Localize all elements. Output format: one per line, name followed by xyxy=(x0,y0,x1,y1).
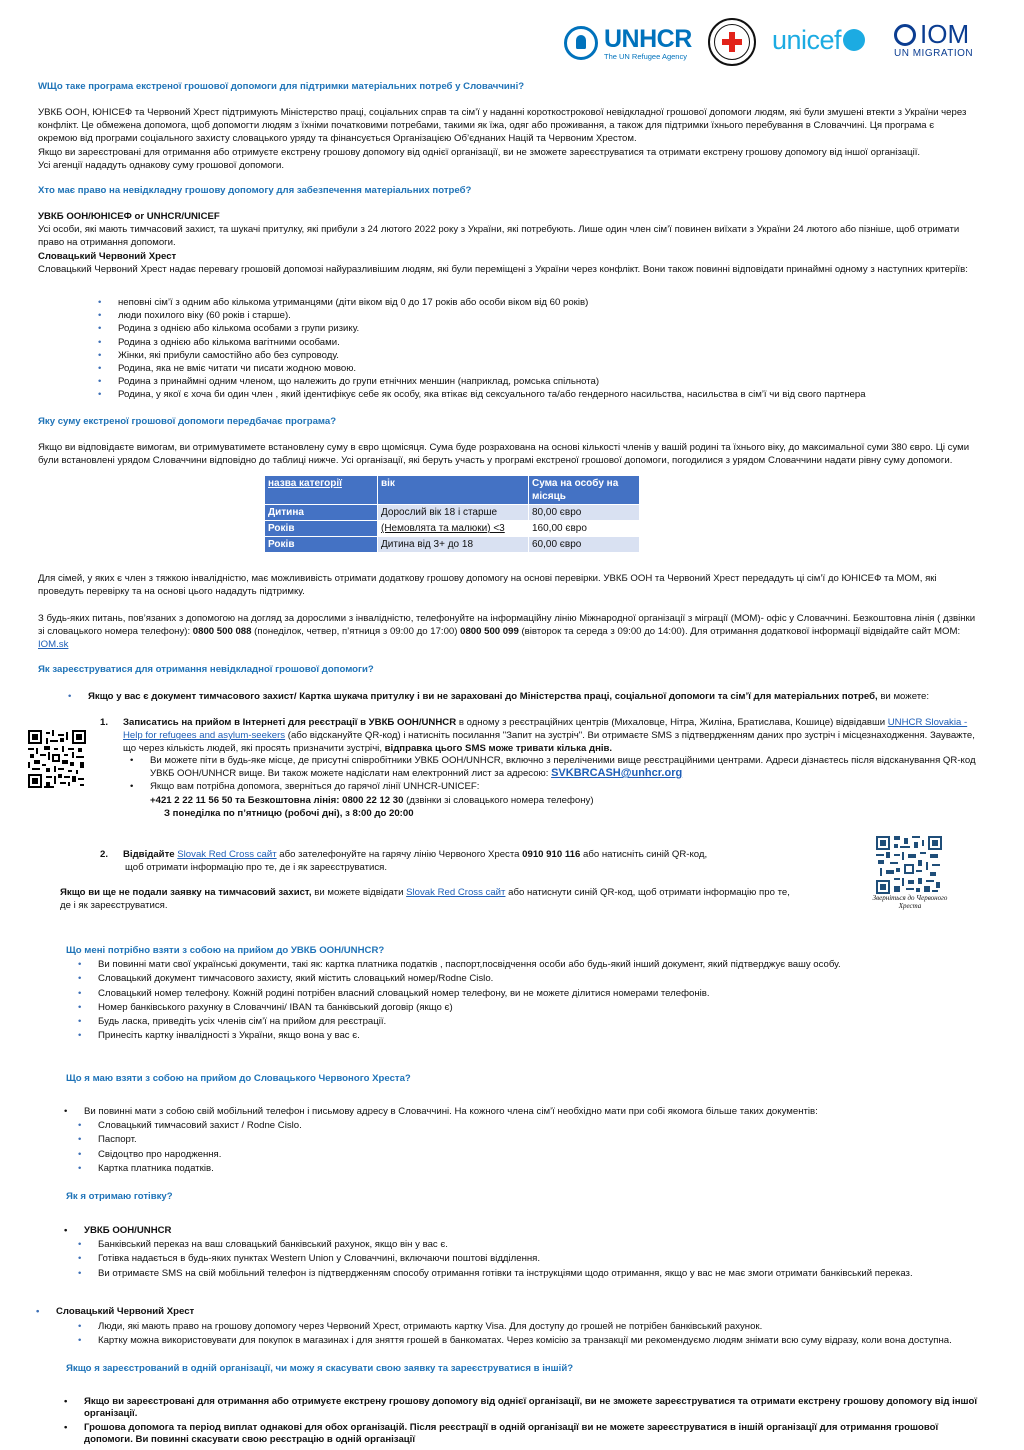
list-item: • Свідоцтво про народження. xyxy=(98,1148,958,1162)
hotline-numbers: +421 2 22 11 56 50 та Безкоштовна лінія: 0800 22 12 30 xyxy=(150,794,404,806)
iom-logo-name: IOM xyxy=(920,19,970,49)
list-item: • Якщо вам потрібна допомога, зверніться до гарячої лінії UNHCR-UNICEF: +421 2 22 11 56 50 та Безкоштовна лінія: 0800 22 12 30 (дзвінки зі словацького номера телефону) З понеділка по п’ятницю (робочі дні), з 8:00 до 20:00 xyxy=(150,780,980,820)
table-cell: Дитина xyxy=(265,505,378,521)
slovak-red-cross-link-2[interactable]: Slovak Red Cross сайт xyxy=(406,887,506,898)
section-eligibility-body xyxy=(38,210,978,276)
table-row xyxy=(265,505,640,521)
list-item: • Словацький тимчасовий захист / Rodne Cislo. xyxy=(98,1119,958,1133)
intro-equal-amount: Усі агенції нададуть однакову суму грошової допомоги. xyxy=(38,159,285,171)
unicef-logo-name: unicef xyxy=(772,25,842,55)
iom-logo xyxy=(894,19,974,62)
unhcr-documents-list xyxy=(98,958,978,1044)
table-cell: Дитина від 3+ до 18 xyxy=(378,537,529,553)
red-cross-hotline[interactable]: 0910 910 116 xyxy=(522,849,581,860)
protection-note: Якщо ви ще не подали заявку на тимчасовий захист, ви можете відвідати Slovak Red Cross сайт або натиснути синій QR-код, щоб отримати інформацію про те, де і як зареєструватися. xyxy=(60,887,790,912)
slovak-red-cross-link[interactable]: Slovak Red Cross сайт xyxy=(177,849,277,860)
hotline-hours: З понеділка по п’ятницю (робочі дні), з 8:00 до 20:00 xyxy=(164,807,414,819)
list-item: • Будь ласка, приведіть усіх членів сім’ї на прийом для реєстрації. xyxy=(98,1015,978,1029)
unicef-logo xyxy=(772,24,865,56)
list-item: • Ви повинні мати свої українські документи, такі як: картка платника податків , паспорт,посвідчення особи або будь-який інший документ, який підтверджує вашу особу. xyxy=(98,958,978,972)
src-documents-list xyxy=(98,1119,958,1176)
qr-code-icon xyxy=(876,836,942,894)
qr-code-icon xyxy=(28,730,86,788)
list-item: • неповні сім’ї з одним або кількома утриманцями (діти віком від 0 до 17 років або особи віком від 60 років) xyxy=(118,296,978,309)
src-lead xyxy=(84,1105,984,1118)
list-item: • люди похилого віку (60 років і старше). xyxy=(118,309,978,322)
table-cell: (Немовлята та малюки) <3 xyxy=(378,521,529,537)
list-item: • Банківський переказ на ваш словацький банківський рахунок, якщо він у вас є. xyxy=(98,1238,978,1252)
section-title-src-bring: Що я маю взяти з собою на прийом до Словацького Червоного Хреста? xyxy=(66,1073,411,1084)
section-title-what-is: WЩо таке програма екстреної грошової допомоги для підтримки матеріальних потреб у Словаччині? xyxy=(38,81,525,92)
table-header-amount: Сума на особу на місяць xyxy=(529,476,640,505)
table-cell: Років xyxy=(265,537,378,553)
unhcr-qr-code[interactable] xyxy=(28,730,86,788)
table-row xyxy=(265,521,640,537)
list-item: • Родина з однією або кількома особами з групи ризику. xyxy=(118,322,978,335)
list-item: • Родина з однією або кількома вагітними особами. xyxy=(118,336,978,349)
section-title-eligibility: Хто має право на невідкладну грошову допомогу для забезпечення матеріальних потреб? xyxy=(38,185,472,196)
list-item: • УВКБ ООН/UNHCR xyxy=(84,1224,384,1237)
list-item: • Жінки, які прибули самостійно або без супроводу. xyxy=(118,349,978,362)
red-cross-qr-caption: Зверніться до Червоного Хреста xyxy=(872,894,948,910)
table-cell: 60,00 євро xyxy=(529,537,640,553)
section-title-switch-org: Якщо я зареєстрований в одній організації, чи можу я скасувати свою заявку та зареєструватися в іншій? xyxy=(66,1363,574,1374)
list-item: • Словацький номер телефону. Кожній родині потрібен власний словацький номер телефону, ви не можете ділитися номерами телефонів. xyxy=(98,987,978,1001)
unhcr-email-link[interactable]: SVKBRCASH@unhcr.org xyxy=(551,767,683,780)
unhcr-logo xyxy=(564,24,694,64)
list-item: • Родина, яка не вміє читати чи писати жодною мовою. xyxy=(118,362,978,375)
list-item: • Родина з принаймні одним членом, що належить до групи етнічних меншин (наприклад, ромська спільнота) xyxy=(118,375,978,388)
table-cell: Років xyxy=(265,521,378,537)
iom-phone-2[interactable]: 0800 500 099 xyxy=(460,626,519,638)
list-item: • Готівка надається в будь-яких пунктах Western Union у Словаччині, включаючи поштові відділення. xyxy=(98,1252,978,1266)
register-condition xyxy=(88,690,968,703)
section-what-is-body xyxy=(38,106,976,172)
table-header-row xyxy=(265,476,640,505)
eligibility-unhcr-heading: УВКБ ООН/ЮНІСЕФ or UNHCR/UNICEF xyxy=(38,211,220,222)
list-item: • Картка платника податків. xyxy=(98,1162,958,1176)
disability-paragraph: Для сімей, у яких є член з тяжкою інвалідністю, має можлививість отримати додаткову грошову допомогу на основі перевірки. УВКБ ООН та Червоний Хрест передадуть ці сім’ї до ЮНІСЕФ та МОМ, які проведуть перевірку та на основі цього нададуть підтримку. xyxy=(38,573,937,598)
table-cell: 80,00 євро xyxy=(529,505,640,521)
eligibility-src-heading: Словацький Червоний Хрест xyxy=(38,250,177,262)
register-step-1-details xyxy=(150,754,980,820)
cash-src-heading xyxy=(56,1305,456,1318)
list-item: • Словацький документ тимчасового захисту, який містить словацький номер/Rodne Cislo. xyxy=(98,972,978,986)
list-item: • Родина, у якої є хоча би один член , який ідентифікує себе як особу, яка втікає від сексуального та/або гендерного насильства, насильства в сім’ї чи від свого партнера xyxy=(118,388,978,401)
unhcr-slovakia-link[interactable]: UNHCR Slovakia - Help for refugees and asylum-seekers xyxy=(123,717,968,742)
intro-note: Якщо ви зареєстровані для отримання або отримуєте екстрену грошову допомогу від однієї організації, ви не зможете зареєструватися та отримати екстрену грошову допомогу від іншої організації. xyxy=(38,146,921,158)
table-row xyxy=(265,537,640,553)
register-step-1: 1. Записатись на прийом в Інтернеті для реєстрації в УВКБ ООН/UNHCR в одному з реєстраційних центрів (Михаловце, Нітра, Жиліна, Братислава, Кошице) відвідавши UNHCR Slovakia - Help for refugees and asylum-seekers (або відскануйте QR-код) і натисніть посилання "Запит на зустріч". Ви отримаєте SMS з підтвердженням даних про зустріч і місцезнаходження. Зауважте, що через кількість людей, які просять призначити зустрічі, відправка цього SMS може тривати кілька днів. xyxy=(100,717,975,755)
intro-paragraph: УВКБ ООН, ЮНІСЕФ та Червоний Хрест підтримують Міністерство праці, соціальних справ та сім’ї у наданні короткострокової невідкладної грошової допомоги людям, які були змушені втекти з України через конфлікт. Це обмежена допомога, щоб допомогти людям з їхніми початковими потребами, такими як їжа, одяг або проживання, а також для підтримки їхнього перебування в Словаччині. Ця програма є окремою від програми соціального захисту словацького уряду та фінансується Організацією Об’єднаних Націй та Червоним Хрестом. xyxy=(38,107,967,145)
unhcr-logo-tagline: The UN Refugee Agency xyxy=(604,52,687,61)
list-item: • Якщо у вас є документ тимчасового захист/ Картка шукача притулку і ви не зараховані до Міністерства праці, соціальної допомоги та сім’ї для матеріальних потреб, ви можете: xyxy=(88,690,968,703)
list-item: • Паспорт. xyxy=(98,1133,958,1147)
list-item: • Ви повинні мати з собою свій мобільний телефон і письмову адресу в Словаччині. На кожного члена сім’ї необхідно мати при собі якомога більше таких документів: xyxy=(84,1105,984,1118)
amount-paragraph: Якщо ви відповідаєте вимогам, ви отримуватимете встановлену суму в євро щомісяця. Сума буде розрахована на основі кількості членів у вашій родині та їхнього віку, до максимальної суми 380 євро. Ці суми були встановлені урядом Словаччини відповідно до таблиці нижче. Усі організації, які беруть участь у програмі екстреної грошової допомоги, погодилися з урядом Словаччини надати рівну суму допомоги. xyxy=(38,442,970,467)
section-title-register: Як зареєструватися для отримання невідкладної грошової допомоги? xyxy=(38,664,374,675)
table-cell: Дорослий вік 18 і старше xyxy=(378,505,529,521)
iom-globe-icon xyxy=(894,24,916,46)
cash-unhcr-heading xyxy=(84,1224,384,1237)
section-title-cash: Як я отримаю готівку? xyxy=(66,1191,173,1202)
iom-phone-1[interactable]: 0800 500 088 xyxy=(192,626,252,638)
iom-logo-tagline: UN MIGRATION xyxy=(894,48,974,59)
list-item: • Ви отримаєте SMS на свій мобільний телефон із підтвердженням способу отримання готівки та інструкціями щодо отримання, якщо у вас не має змоги отримати банківський переказ. xyxy=(98,1267,978,1281)
partner-logos xyxy=(560,18,980,70)
list-item: • Грошова допомога та період виплат однакові для обох організацій. Після реєстрації в одній організації ви не можете зареєструватися в іншій організації для отримання грошової допомоги. Ви повинні скасувати свою реєстрацію в одній організації xyxy=(84,1422,988,1445)
table-cell: 160,00 євро xyxy=(529,521,640,537)
iom-contact-paragraph: З будь-яких питань, пов’язаних з допомогою на догляд за дорослими з інвалідністю, телефонуйте на інформаційну лінію Міжнародної організації з міграції (МОМ)- офіс у Словаччині. Безкоштовна лінія ( дзвінки зі словацького номера телефону): 0800 500 088 (понеділок, четвер, п’ятниця з 09:00 до 17:00) 0800 500 099 (вівторок та середа з 09:00 до 14:00). Для отримання додаткової інформації відвідайте сайт МОМ: IOM.sk xyxy=(38,613,976,651)
table-header-age: вік xyxy=(378,476,529,505)
amount-table xyxy=(264,475,640,553)
unicef-globe-icon xyxy=(843,29,865,51)
cash-unhcr-list xyxy=(98,1238,978,1281)
list-item: • Картку можна використовувати для покупок в магазинах і для зняття грошей в банкоматах. Через комісію за транзакції ми рекомендуємо людям знімати всю суму відразу, коли вона доступна. xyxy=(98,1334,978,1348)
unhcr-emblem-icon xyxy=(564,26,598,60)
iom-website-link[interactable]: IOM.sk xyxy=(38,639,69,651)
table-header-category: назва категорії xyxy=(265,476,378,505)
list-item: • Словацький Червоний Хрест xyxy=(56,1305,456,1318)
unhcr-logo-name: UNHCR xyxy=(604,25,692,53)
section-title-amount: Яку суму екстреної грошової допомоги передбачає програма? xyxy=(38,416,337,427)
cash-src-list xyxy=(98,1320,978,1349)
section-title-unhcr-bring: Що мені потрібно взяти з собою на прийом до УВКБ ООН/UNHCR? xyxy=(66,945,385,956)
slovak-red-cross-logo xyxy=(708,18,756,66)
list-item: • Ви можете піти в будь-яке місце, де присутні співробітники УВКБ ООН/UNHCR, включно з переліченими вище реєстраційними центрами. Адреси дізнаєтесь після відсканування QR-код УВКБ ООН/UNHCR вище. Ви також можете надіслати нам електронний лист за адресою: SVKBRCASH@unhcr.org xyxy=(150,754,980,780)
criteria-list xyxy=(118,296,978,402)
eligibility-src-text: Словацький Червоний Хрест надає перевагу грошовій допомозі найуразливішим людям, які були переміщені з України через конфлікт. Вони також повинні відповідати принаймні одному з наступних критеріїв: xyxy=(38,263,968,275)
register-step-2: 2. Відвідайте Slovak Red Cross сайт або зателефонуйте на гарячу лінію Червоного Хреста 0910 910 116 або натисніть синій QR-код, щоб отримати інформацію про те, де і як зареєструватися. xyxy=(100,849,708,874)
red-cross-qr-code[interactable] xyxy=(876,836,942,894)
list-item: • Якщо ви зареєстровані для отримання або отримуєте екстрену грошову допомогу від однієї організації, ви не зможете зареєструватися та отримати екстрену грошову допомогу від іншої організації. xyxy=(84,1396,988,1419)
list-item: • Номер банківського рахунку в Словаччині/ IBAN та банківський договір (якщо є) xyxy=(98,1001,978,1015)
list-item: • Люди, які мають право на грошову допомогу через Червоний Хрест, отримають картку Visa. Для доступу до грошей не потрібен банківський рахунок. xyxy=(98,1320,978,1334)
list-item: • Принесіть картку інвалідності з України, якщо вона у вас є. xyxy=(98,1029,978,1043)
switch-org-list xyxy=(84,1396,988,1445)
eligibility-unhcr-text: Усі особи, які мають тимчасовий захист, та шукачі притулку, які прибули з 24 лютого 2022 року з України, які потребують. Лише один член сім’ї повинен виїхати з України 24 лютого або пізніше, щоб отримати право на отримання допомоги. xyxy=(38,224,960,249)
